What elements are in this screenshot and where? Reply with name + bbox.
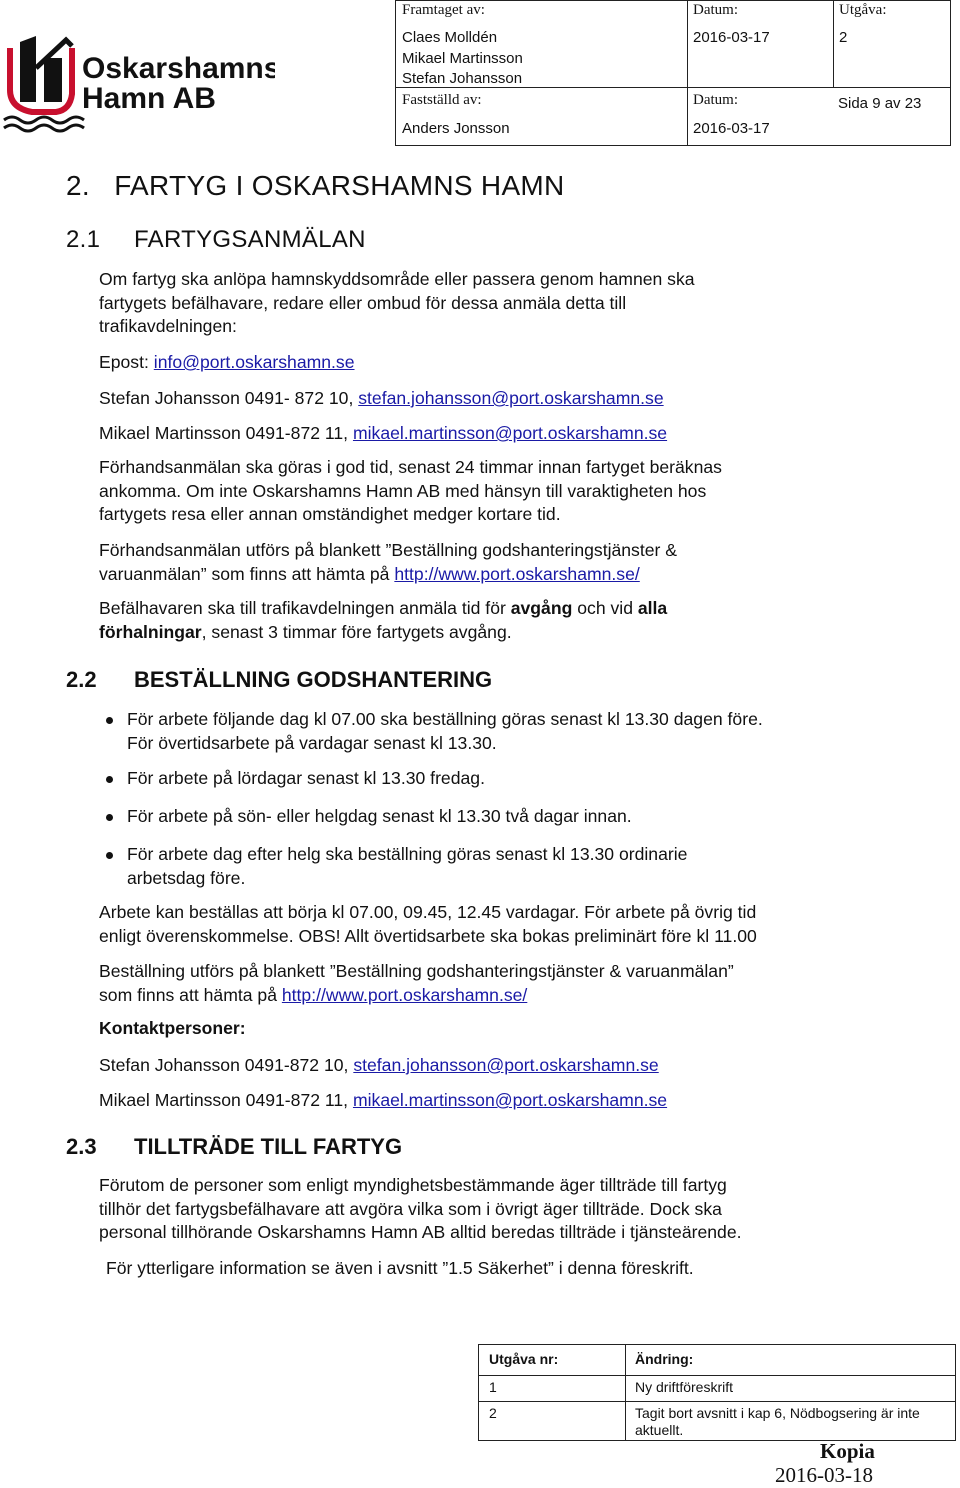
bullet-line: För arbete dag efter helg ska beställning göras senast kl 13.30 ordinarie xyxy=(127,844,688,864)
framtaget-label: Framtaget av: xyxy=(402,2,485,18)
datum2-value: 2016-03-17 xyxy=(693,120,770,137)
stamp-date: 2016-03-18 xyxy=(775,1463,873,1487)
stefan-email-link[interactable]: stefan.johansson@port.oskarshamn.se xyxy=(353,1055,659,1075)
section-2-2-number: 2.2 xyxy=(66,667,97,692)
datum2-label: Datum: xyxy=(693,92,738,108)
blankett-paragraph xyxy=(99,539,677,586)
paragraph-line: Beställning utförs på blankett ”Beställning godshanteringstjänster & varuanmälan” xyxy=(99,961,734,981)
bold-text: förhalningar xyxy=(99,621,202,642)
company-logo xyxy=(0,28,275,138)
bold-text: alla xyxy=(637,598,668,618)
section-2-3-number: 2.3 xyxy=(66,1134,97,1159)
contact-text: Mikael Martinsson 0491-872 11, xyxy=(99,423,353,443)
tilltrade-paragraph xyxy=(99,1174,742,1245)
mikael-email-link[interactable]: mikael.martinsson@port.oskarshamn.se xyxy=(352,1090,668,1110)
author-name-3: Stefan Johansson xyxy=(402,70,523,87)
rev-col2-header: Ändring: xyxy=(635,1351,694,1367)
paragraph-line: ankomma. Om inte Oskarshamns Hamn AB med hänsyn till varaktigheten hos xyxy=(99,480,707,501)
befalhavaren-paragraph xyxy=(99,597,667,644)
bestallning-link[interactable]: http://www.port.oskarshamn.se/ xyxy=(281,984,528,1005)
paragraph-line: Förutom de personer som enligt myndighetsbestämmande äger tillträde till fartyg xyxy=(99,1175,727,1195)
stamp-kopia: Kopia xyxy=(820,1439,875,1463)
bullet-icon xyxy=(106,776,113,783)
datum-value: 2016-03-17 xyxy=(693,29,770,46)
rev-col1-header: Utgåva nr: xyxy=(489,1351,559,1367)
paragraph-line: Arbete kan beställas att börja kl 07.00, 09.45, 12.45 vardagar. För arbete på övrig tid xyxy=(99,902,757,922)
text-span: Befälhavaren ska till trafikavdelningen anmäla tid för xyxy=(99,598,511,618)
paragraph-line: enligt överenskommelse. OBS! Allt övertidsarbete ska bokas preliminärt före kl 11.00 xyxy=(99,925,757,946)
kontaktpersoner-label: Kontaktpersoner: xyxy=(99,1018,246,1038)
contact-text: Mikael Martinsson 0491-872 11, xyxy=(99,1090,353,1110)
section-2-2-title: BESTÄLLNING GODSHANTERING xyxy=(134,667,493,692)
intro-line: fartygets befälhavare, redare eller ombud för dessa anmäla detta till xyxy=(99,292,627,313)
section-title: 2. FARTYG I OSKARSHAMNS HAMN xyxy=(66,170,565,201)
paragraph-line: Förhandsanmälan ska göras i god tid, senast 24 timmar innan fartyget beräknas xyxy=(99,457,722,477)
faststalld-name: Anders Jonsson xyxy=(402,120,510,137)
intro-paragraph xyxy=(99,268,695,339)
section-2-1-number: 2.1 xyxy=(66,226,101,253)
bullet-line: arbetsdag före. xyxy=(127,867,246,888)
stefan-email-link[interactable]: stefan.johansson@port.oskarshamn.se xyxy=(358,388,664,408)
paragraph-line: fartygets resa eller annan omständighet medger kortare tid. xyxy=(99,504,561,524)
logo-text-line2: Hamn AB xyxy=(82,82,216,115)
bullet-item: För arbete på lördagar senast kl 13.30 fredag. xyxy=(127,768,485,788)
rev-change-line: aktuellt. xyxy=(635,1422,684,1438)
bullet-item xyxy=(127,708,763,755)
intro-line: Om fartyg ska anlöpa hamnskyddsområde eller passera genom hamnen ska xyxy=(99,269,695,289)
datum-label: Datum: xyxy=(693,2,738,18)
paragraph-line: varuanmälan” som finns att hämta på xyxy=(99,563,395,584)
bold-text: avgång xyxy=(510,598,573,618)
forhandsanmalan-paragraph xyxy=(99,456,722,527)
bestallning-paragraph xyxy=(99,960,734,1007)
rev-change xyxy=(635,1405,920,1439)
revision-table xyxy=(478,1344,956,1441)
paragraph-line: som finns att hämta på xyxy=(99,984,282,1005)
paragraph-line: Förhandsanmälan utförs på blankett ”Beställning godshanteringstjänster & xyxy=(99,540,678,560)
mikael-email-link[interactable]: mikael.martinsson@port.oskarshamn.se xyxy=(352,423,668,443)
blankett-link[interactable]: http://www.port.oskarshamn.se/ xyxy=(394,563,640,584)
bullet-icon xyxy=(106,814,113,821)
author-name-2: Mikael Martinsson xyxy=(402,50,523,67)
faststalld-label: Fastställd av: xyxy=(402,92,482,108)
author-name-1: Claes Molldén xyxy=(402,29,498,46)
bullet-item xyxy=(127,843,687,890)
contact-text: Stefan Johansson 0491-872 10, xyxy=(99,1055,354,1075)
utgava-value: 2 xyxy=(839,29,848,46)
bullet-item: För arbete på sön- eller helgdag senast kl 13.30 två dagar innan. xyxy=(127,806,632,826)
rev-nr: 2 xyxy=(489,1405,497,1421)
contact-mikael xyxy=(99,1089,667,1113)
bullet-line: För arbete följande dag kl 07.00 ska beställning göras senast kl 13.30 dagen före. xyxy=(127,709,763,729)
section-2-3-title: TILLTRÄDE TILL FARTYG xyxy=(134,1134,403,1159)
bullet-line: För övertidsarbete på vardagar senast kl 13.30. xyxy=(127,732,497,753)
intro-line: trafikavdelningen: xyxy=(99,316,237,336)
epost-link[interactable]: info@port.oskarshamn.se xyxy=(153,352,355,372)
bullet-icon xyxy=(106,852,113,859)
contact-mikael xyxy=(99,422,667,446)
anchor-logo-icon xyxy=(0,28,275,138)
logo-text-line1: Oskarshamns xyxy=(82,52,275,85)
epost-line xyxy=(99,351,355,375)
more-info-line: För ytterligare information se även i avsnitt ”1.5 Säkerhet” i denna föreskrift. xyxy=(106,1258,694,1278)
paragraph-line: personal tillhörande Oskarshamns Hamn AB alltid beredas tillträde i tjänsteärende. xyxy=(99,1222,742,1242)
section-2-1-title: FARTYGSANMÄLAN xyxy=(134,226,366,253)
rev-change-line: Tagit bort avsnitt i kap 6, Nödbogsering är inte xyxy=(635,1405,920,1421)
page-number: Sida 9 av 23 xyxy=(838,95,922,112)
rev-change: Ny driftföreskrift xyxy=(635,1379,734,1395)
contact-stefan xyxy=(99,1054,659,1078)
utgava-label: Utgåva: xyxy=(839,2,887,18)
contact-text: Stefan Johansson 0491- 872 10, xyxy=(99,388,359,408)
epost-label: Epost: xyxy=(99,352,154,372)
text-span: , senast 3 timmar före fartygets avgång. xyxy=(201,621,512,642)
rev-nr: 1 xyxy=(489,1379,497,1395)
contact-stefan xyxy=(99,387,664,411)
arbete-paragraph xyxy=(99,901,757,948)
text-span: och vid xyxy=(572,598,638,618)
paragraph-line: tillhör det fartygsbefälhavare att avgöra vilka som i övrigt äger tillträde. Dock ska xyxy=(99,1198,722,1219)
bullet-icon xyxy=(106,717,113,724)
